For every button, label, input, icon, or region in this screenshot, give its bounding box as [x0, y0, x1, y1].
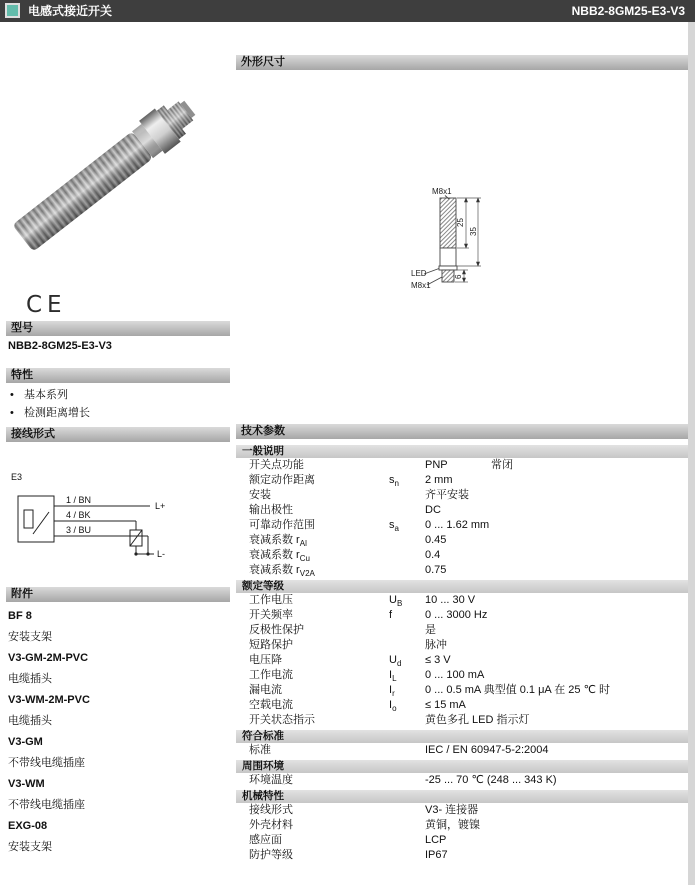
tech-row-value: 0 ... 3000 Hz: [425, 609, 488, 621]
feature-label: 检测距离增长: [24, 407, 90, 419]
dim-25-label: 25: [456, 218, 465, 227]
tech-row: [236, 518, 688, 533]
tech-row-label: 开关点功能: [249, 459, 304, 471]
tech-row: [236, 668, 688, 683]
section-header-model: 型号: [6, 321, 230, 336]
tech-row-symbol: $s_a$: [389, 519, 399, 534]
wiring-lminus-label: L-: [157, 549, 166, 559]
tech-row: [236, 818, 688, 833]
accessory-desc: 不带线电缆插座: [8, 757, 85, 769]
tech-row-symbol: f: [389, 609, 393, 621]
tech-row-value: PNP: [425, 459, 448, 471]
feature-label: 基本系列: [24, 389, 68, 401]
tech-row-label: 衰减系数 $r_{Cu}$: [249, 549, 310, 564]
tech-row-value: ≤ 3 V: [425, 654, 451, 666]
product-photo: [8, 50, 213, 290]
accessory-desc: 电缆插头: [8, 673, 52, 685]
tech-row-value: -25 ... 70 ℃ (248 ... 343 K): [425, 774, 557, 786]
tech-row: [236, 593, 688, 608]
section-header-dimensions: 外形尺寸: [236, 55, 688, 70]
section-header-connection: 接线形式: [6, 427, 230, 442]
section-header-technical-data: 技术参数: [236, 424, 688, 439]
tech-row-value: 黄色多孔 LED 指示灯: [425, 714, 530, 726]
wiring-pin3-label: 3 / BU: [66, 525, 92, 535]
tech-row-value: 0 ... 1.62 mm: [425, 519, 490, 531]
brand-icon: [5, 3, 20, 18]
wiring-pin4-label: 4 / BK: [66, 510, 91, 520]
tech-row: [236, 683, 688, 698]
tech-row-value: 脉冲: [425, 639, 447, 651]
tech-row-label: 空载电流: [249, 699, 293, 711]
accessory-name: V3-GM: [8, 736, 43, 748]
accessories-list: [8, 606, 228, 858]
tech-row-label: 安装: [249, 489, 271, 501]
tech-row-label: 感应面: [249, 834, 282, 846]
tech-row-value: IP67: [425, 849, 448, 861]
tech-row-label: 衰减系数 $r_{Al}$: [249, 534, 307, 549]
accessory-desc: 安装支架: [8, 631, 52, 643]
tech-row-value: 10 ... 30 V: [425, 594, 476, 606]
accessory-desc: 不带线电缆插座: [8, 799, 85, 811]
tech-row-label: 防护等级: [249, 849, 293, 861]
bullet-icon: •: [10, 407, 14, 419]
tech-row-value: 齐平安装: [425, 489, 469, 501]
page-edge: [688, 22, 695, 885]
dim-35-label: 35: [469, 227, 478, 236]
tech-row: [236, 803, 688, 818]
tech-section-header: 机械特性: [236, 790, 688, 803]
features-list: [8, 386, 228, 422]
tech-row: [236, 743, 688, 758]
dimension-lines: [455, 198, 481, 282]
tech-row-label: 标准: [249, 744, 271, 756]
tech-row-label: 环境温度: [249, 774, 293, 786]
junction-dot: [134, 552, 137, 555]
tech-row-label: 开关状态指示: [249, 714, 315, 726]
tech-row: [236, 698, 688, 713]
tech-row: [236, 623, 688, 638]
tech-row: [236, 653, 688, 668]
tech-section-header: 周围环境: [236, 760, 688, 773]
tech-section-header: 一般说明: [236, 445, 688, 458]
tech-row-label: 可靠动作范围: [249, 519, 315, 531]
tech-row: [236, 713, 688, 728]
tech-row: [236, 608, 688, 623]
dim-thread-bottom-label: M8x1: [411, 281, 431, 290]
tech-row: [236, 638, 688, 653]
feature-item: [8, 386, 228, 404]
technical-data-table: [236, 443, 688, 863]
tech-row-label: 外壳材料: [249, 819, 293, 831]
wiring-diagram: [8, 468, 220, 576]
dim-led-label: LED: [411, 269, 427, 278]
tech-row-symbol: $U_d$: [389, 654, 402, 669]
accessory-name: V3-WM-2M-PVC: [8, 694, 90, 706]
tech-row-label: 开关频率: [249, 609, 293, 621]
tech-row: [236, 488, 688, 503]
tech-row: [236, 533, 688, 548]
page-title: 电感式接近开关: [28, 4, 113, 18]
tech-row-value: V3- 连接器: [425, 804, 479, 816]
accessory-desc: 电缆插头: [8, 715, 52, 727]
bullet-icon: •: [10, 389, 14, 401]
tech-row-value: 0.45: [425, 534, 447, 546]
part-number-header: NBB2-8GM25-E3-V3: [571, 4, 685, 18]
sensor-outline: [424, 196, 457, 286]
tech-row-label: 漏电流: [249, 684, 282, 696]
tech-row: [236, 773, 688, 788]
tech-row-label: 衰减系数 $r_{V2A}$: [249, 564, 315, 579]
tech-row: [236, 848, 688, 863]
tech-row-label: 反极性保护: [249, 624, 304, 636]
tech-row-value: ≤ 15 mA: [425, 699, 466, 711]
tech-row: [236, 548, 688, 563]
wiring-lplus-label: L+: [155, 501, 166, 511]
tech-row-symbol: $I_L$: [389, 669, 397, 684]
brand-icon-inner: [7, 5, 18, 16]
model-number: NBB2-8GM25-E3-V3: [8, 340, 112, 352]
tech-row-label: 额定动作距离: [249, 474, 315, 486]
header-bar: [0, 0, 695, 22]
wiring-pin1-label: 1 / BN: [66, 495, 92, 505]
tech-row-symbol: $U_B$: [389, 594, 403, 609]
tech-row: [236, 503, 688, 518]
accessory-name: BF 8: [8, 610, 32, 622]
connection-type-label: E3: [11, 472, 23, 482]
tech-row: [236, 563, 688, 578]
tech-row-value: 是: [425, 624, 436, 636]
tech-section-header: 额定等级: [236, 580, 688, 593]
tech-row-value: DC: [425, 504, 441, 516]
accessory-desc: 安装支架: [8, 841, 52, 853]
tech-row-value2: 常闭: [491, 459, 513, 471]
tech-row: [236, 458, 688, 473]
dim-thread-top-label: M8x1: [432, 187, 452, 196]
tech-row-symbol: $I_r$: [389, 684, 395, 699]
feature-item: [8, 404, 228, 422]
tech-row-symbol: $s_n$: [389, 474, 399, 489]
tech-row-label: 工作电压: [249, 594, 293, 606]
tech-row-value: 0 ... 0.5 mA 典型值 0.1 μA 在 25 ℃ 时: [425, 684, 610, 696]
tech-row-label: 工作电流: [249, 669, 293, 681]
tech-row-value: IEC / EN 60947-5-2:2004: [425, 744, 549, 756]
tech-row-value: 黄铜，镀镍: [425, 819, 480, 831]
junction-dot: [146, 552, 149, 555]
tech-row-value: 0.75: [425, 564, 447, 576]
ce-mark: CE: [26, 292, 67, 318]
tech-row-value: 2 mm: [425, 474, 453, 486]
dim-6-label: 6: [454, 274, 463, 279]
tech-row-value: LCP: [425, 834, 447, 846]
tech-row-value: 0.4: [425, 549, 441, 561]
section-header-accessories: 附件: [6, 587, 230, 602]
sensor-body-illustration: [10, 91, 203, 255]
tech-row-label: 短路保护: [249, 639, 293, 651]
dimension-drawing: [410, 186, 530, 311]
tech-row: [236, 473, 688, 488]
tech-section-header: 符合标准: [236, 730, 688, 743]
tech-row-label: 电压降: [249, 654, 282, 666]
accessory-name: V3-WM: [8, 778, 45, 790]
tech-row-value: 0 ... 100 mA: [425, 669, 485, 681]
section-header-features: 特性: [6, 368, 230, 383]
tech-row-label: 接线形式: [249, 804, 293, 816]
accessory-name: V3-GM-2M-PVC: [8, 652, 89, 664]
tech-row: [236, 833, 688, 848]
tech-row-label: 输出极性: [249, 504, 293, 516]
accessory-name: EXG-08: [8, 820, 48, 832]
tech-row-symbol: $I_o$: [389, 699, 397, 714]
